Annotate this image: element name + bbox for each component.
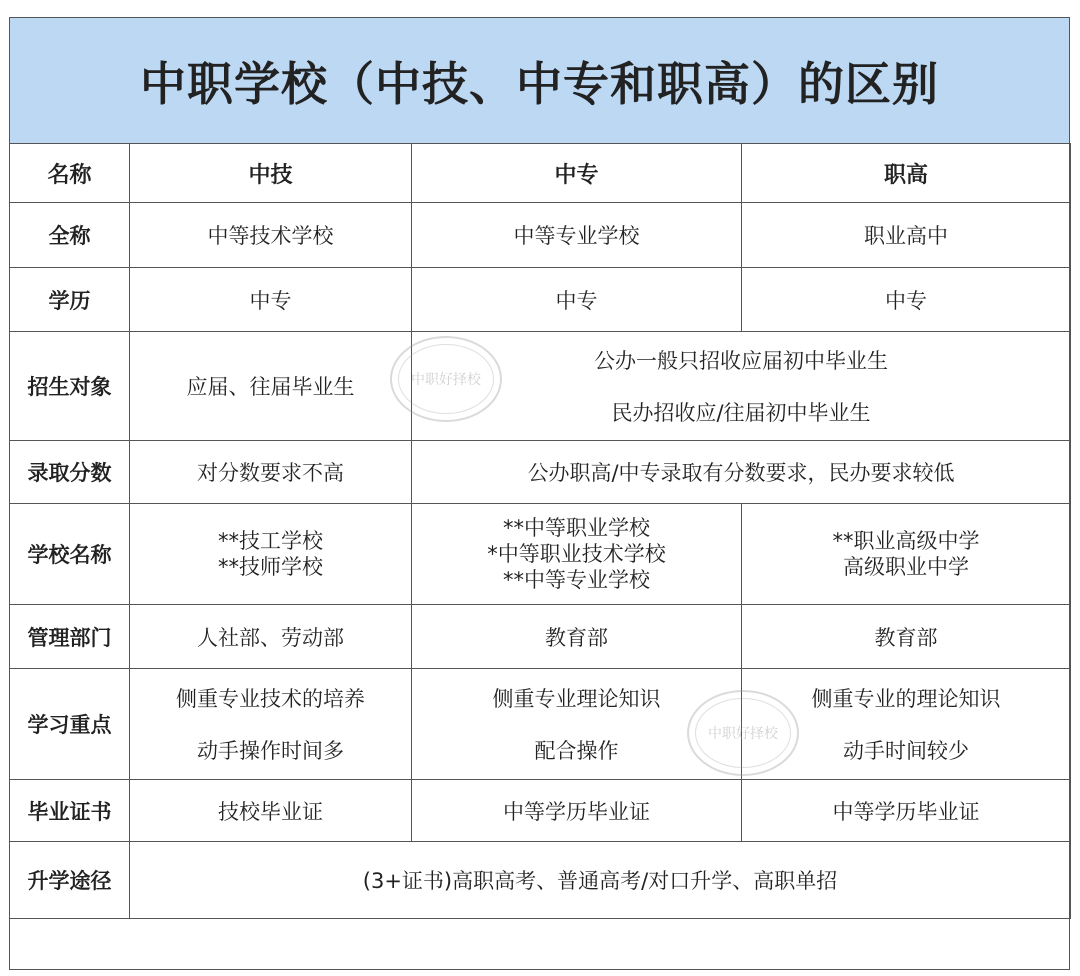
cell: 人社部、劳动部: [130, 605, 412, 669]
cell-line: 动手时间较少: [843, 739, 969, 763]
table-row-admission: [10, 441, 1071, 504]
cell: 技校毕业证: [130, 780, 412, 842]
row-label: 毕业证书: [10, 780, 130, 842]
comparison-table: [9, 143, 1071, 919]
cell: 教育部: [742, 605, 1071, 669]
cell: [412, 669, 742, 780]
cell: [130, 504, 412, 605]
cell-line: 动手操作时间多: [197, 739, 344, 763]
cell: 教育部: [412, 605, 742, 669]
table-row-certificate: [10, 780, 1071, 842]
table-row-full-name: [10, 203, 1071, 268]
cell: [742, 504, 1071, 605]
cell-line: 民办招收应/往届初中毕业生: [611, 401, 871, 425]
cell-line: **职业高级中学: [832, 529, 980, 553]
row-label: 管理部门: [10, 605, 130, 669]
cell-line: 侧重专业的理论知识: [811, 687, 1001, 711]
row-label: 学习重点: [10, 669, 130, 780]
watermark-text: 中职好择校: [411, 372, 481, 388]
cell-line: *中等职业技术学校: [487, 542, 666, 566]
cell: 中等学历毕业证: [742, 780, 1071, 842]
row-label: 学校名称: [10, 504, 130, 605]
cell: 中专: [130, 268, 412, 332]
cell-line: 公办一般只招收应届初中毕业生: [594, 349, 888, 373]
row-label: 录取分数: [10, 441, 130, 504]
watermark-text: 中职好择校: [708, 726, 778, 742]
header-label: 名称: [10, 144, 130, 203]
header-zhigao: 职高: [742, 144, 1071, 203]
cell-line: **中等职业学校: [503, 516, 650, 540]
table-row-school-names: [10, 504, 1071, 605]
cell: 应届、往届毕业生: [130, 332, 412, 441]
header-zhongji: 中技: [130, 144, 412, 203]
cell: 对分数要求不高: [130, 441, 412, 504]
page-title: 中职学校（中技、中专和职高）的区别: [9, 17, 1070, 144]
cell: 中等技术学校: [130, 203, 412, 268]
table-row-department: [10, 605, 1071, 669]
cell: [742, 669, 1071, 780]
cell-merged: (3+证书)高职高考、普通高考/对口升学、高职单招: [130, 842, 1071, 919]
cell-line: **技师学校: [218, 555, 323, 579]
cell-line: 配合操作: [534, 739, 619, 763]
cell: 中等学历毕业证: [412, 780, 742, 842]
table-row-further: [10, 842, 1071, 919]
cell: 中等专业学校: [412, 203, 742, 268]
cell-merged: [412, 332, 1071, 441]
table-row-enrollment: [10, 332, 1071, 441]
cell: [412, 504, 742, 605]
header-zhongzhuan: 中专: [412, 144, 742, 203]
cell: 中专: [742, 268, 1071, 332]
cell-line: **中等专业学校: [503, 568, 650, 592]
cell: 职业高中: [742, 203, 1071, 268]
row-label: 招生对象: [10, 332, 130, 441]
table-row-focus: [10, 669, 1071, 780]
cell-line: **技工学校: [218, 529, 323, 553]
row-label: 升学途径: [10, 842, 130, 919]
cell-merged: 公办职高/中专录取有分数要求，民办要求较低: [412, 441, 1071, 504]
row-label: 学历: [10, 268, 130, 332]
cell: [130, 669, 412, 780]
cell: 中专: [412, 268, 742, 332]
row-label: 全称: [10, 203, 130, 268]
cell-line: 高级职业中学: [843, 555, 969, 579]
cell-line: 侧重专业技术的培养: [176, 687, 365, 711]
table-header-row: [10, 144, 1071, 203]
cell-line: 侧重专业理论知识: [492, 687, 661, 711]
table-row-education: [10, 268, 1071, 332]
